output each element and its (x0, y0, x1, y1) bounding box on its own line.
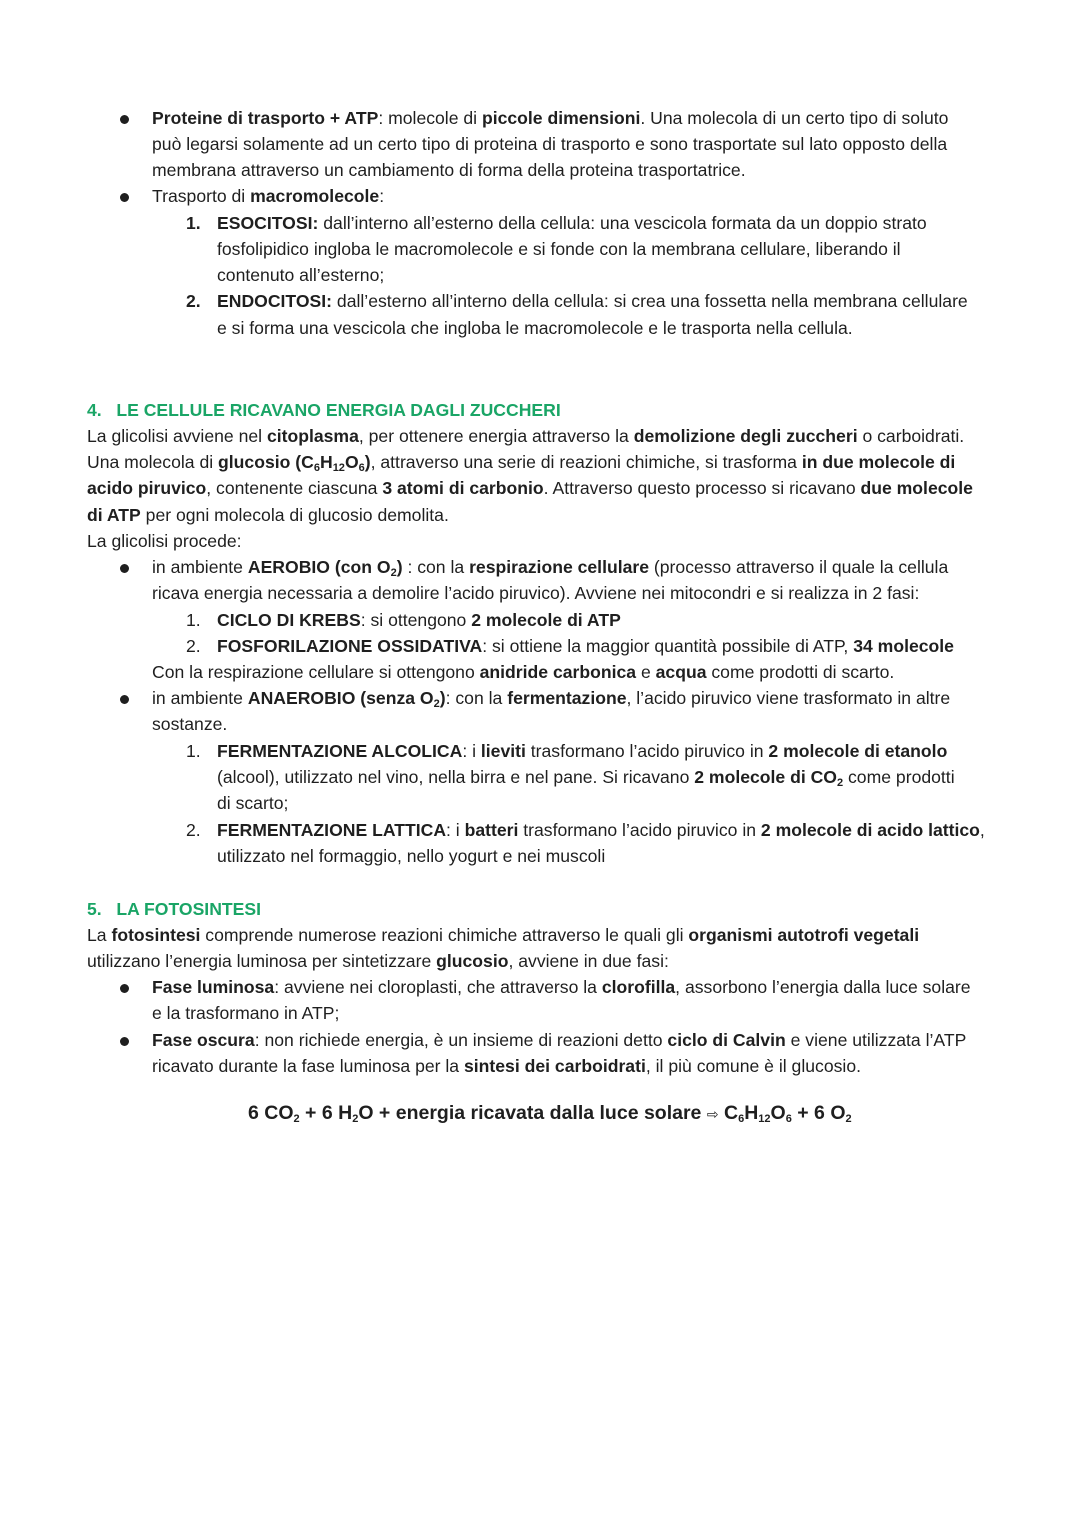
text-line: membrana attraverso un cambiamento di forma della proteina trasportatrice. (152, 160, 746, 180)
text-line: in ambiente AEROBIO (con $O_2$) : con la respirazione cellulare (processo attraverso il quale la cellula (152, 557, 949, 579)
text-line: può legarsi solamente ad un certo tipo di proteina di trasporto e sono trasportate sul lato opposto della (152, 134, 948, 154)
bullet-icon (120, 1037, 129, 1046)
text-line: di ATP per ogni molecola di glucosio demolita. (87, 505, 449, 525)
text-line: ESOCITOSI: dall’interno all’esterno della cellula: una vescicola formata da un doppio strato (217, 213, 927, 233)
bullet-icon (120, 695, 129, 704)
text-line: ricavato durante la fase luminosa per la sintesi dei carboidrati, il più comune è il glucosio. (152, 1056, 861, 1076)
list-number: 2. (186, 820, 201, 840)
text-line: Trasporto di macromolecole: (152, 186, 385, 206)
text-line: e si forma una vescicola che ingloba le macromolecole e le trasporta nella cellula. (217, 318, 853, 338)
bullet-icon (120, 564, 129, 573)
photosynthesis-equation: 6 $CO_2 + 6$ $H_2O$ + energia ricavata dalla luce solare ⇨ $C_6H_{12}O_6 + 6$ $O_2$ (248, 1102, 852, 1125)
list-number: 2. (186, 291, 201, 311)
text-line: Una molecola di glucosio $(C_6H_{12}O_6)$, attraverso una serie di reazioni chimiche, si trasforma in due molecole di (87, 452, 956, 474)
text-line: ricava energia necessaria a demolire l’acido piruvico). Avviene nei mitocondri e si realizza in 2 fasi: (152, 583, 920, 603)
text-line: e la trasformano in ATP; (152, 1003, 340, 1023)
text-line: utilizzato nel formaggio, nello yogurt e nei muscoli (217, 846, 606, 866)
text-line: La glicolisi procede: (87, 531, 242, 551)
text-line: sostanze. (152, 714, 228, 734)
text-line: in ambiente ANAEROBIO (senza $O_2$): con la fermentazione, l’acido piruvico viene trasformato in altre (152, 688, 951, 710)
text-line: Proteine di trasporto + ATP: molecole di piccole dimensioni. Una molecola di un certo tipo di soluto (152, 108, 949, 128)
text-line: FOSFORILAZIONE OSSIDATIVA: si ottiene la maggior quantità possibile di ATP, 34 molecole (217, 636, 954, 656)
list-number: 1. (186, 213, 201, 233)
text-line: Con la respirazione cellulare si ottengono anidride carbonica e acqua come prodotti di scarto. (152, 662, 895, 682)
text-line: contenuto all’esterno; (217, 265, 385, 285)
text-line: CICLO DI KREBS: si ottengono 2 molecole di ATP (217, 610, 621, 630)
text-line: Fase oscura: non richiede energia, è un insieme di reazioni detto ciclo di Calvin e viene utilizzata l’ATP (152, 1030, 967, 1050)
text-line: utilizzano l’energia luminosa per sintetizzare glucosio, avviene in due fasi: (87, 951, 669, 971)
text-line: FERMENTAZIONE LATTICA: i batteri trasformano l’acido piruvico in 2 molecole di acido lattico, (217, 820, 985, 840)
text-line: Fase luminosa: avviene nei cloroplasti, che attraverso la clorofilla, assorbono l’energia dalla luce solare (152, 977, 971, 997)
section-heading: 4. LE CELLULE RICAVANO ENERGIA DAGLI ZUCCHERI (87, 400, 561, 420)
text-line: FERMENTAZIONE ALCOLICA: i lieviti trasformano l’acido piruvico in 2 molecole di etanolo (217, 741, 948, 761)
bullet-icon (120, 115, 129, 124)
list-number: 2. (186, 636, 201, 656)
bullet-icon (120, 984, 129, 993)
text-line: ENDOCITOSI: dall’esterno all’interno della cellula: si crea una fossetta nella membrana cellulare (217, 291, 968, 311)
text-line: di scarto; (217, 793, 289, 813)
text-line: acido piruvico, contenente ciascuna 3 atomi di carbonio. Attraverso questo processo si ricavano due molecole (87, 478, 973, 498)
text-line: (alcool), utilizzato nel vino, nella birra e nel pane. Si ricavano 2 molecole di $CO_2$ come prodotti (217, 767, 955, 789)
text-line: La fotosintesi comprende numerose reazioni chimiche attraverso le quali gli organismi autotrofi vegetali (87, 925, 920, 945)
text-line: La glicolisi avviene nel citoplasma, per ottenere energia attraverso la demolizione degli zuccheri o carboidrati. (87, 426, 965, 446)
arrow-icon: ⇨ (706, 1106, 719, 1122)
bullet-icon (120, 193, 129, 202)
list-number: 1. (186, 741, 201, 761)
section-heading: 5. LA FOTOSINTESI (87, 899, 262, 919)
list-number: 1. (186, 610, 201, 630)
text-line: fosfolipidico ingloba le macromolecole e si fonde con la membrana cellulare, liberando il (217, 239, 901, 259)
